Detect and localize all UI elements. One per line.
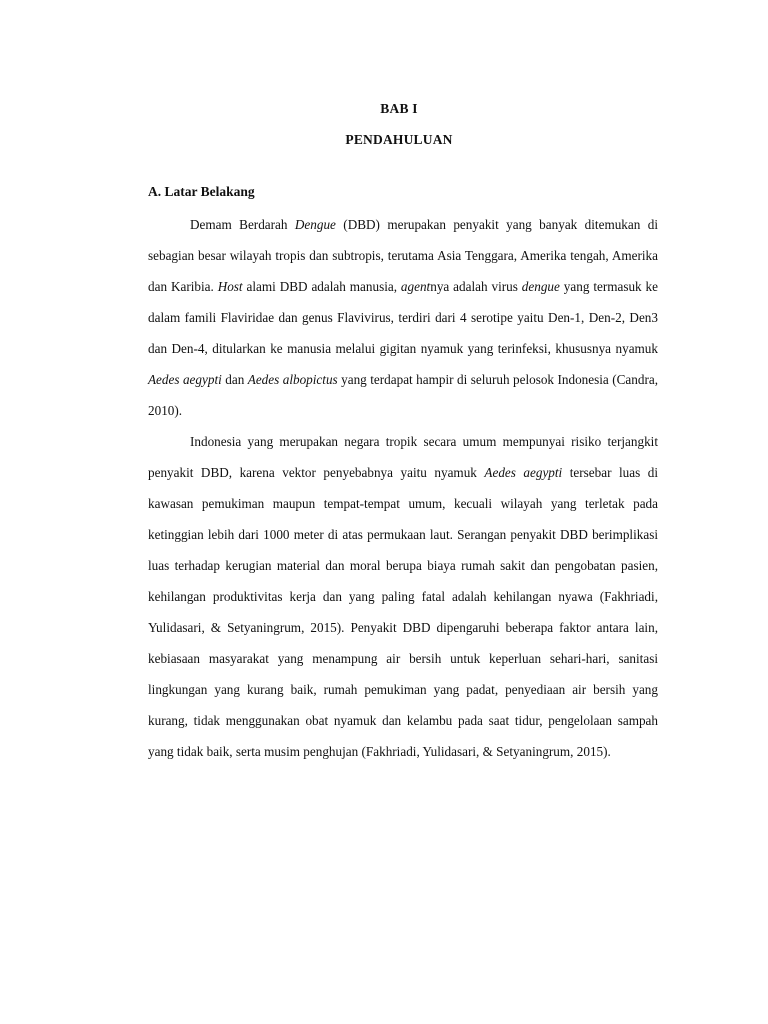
italic-term: agent: [400, 279, 431, 294]
chapter-number: BAB I: [380, 101, 418, 116]
text-run: tersebar luas di kawasan pemukiman maupun tempat-tempat umum, kecuali wilayah yang terletak pada ketinggian lebih dari 1000 meter di atas permukaan laut. Serangan penyakit DBD berimplikasi luas terhadap kerugian material dan moral berupa biaya rumah sakit dan pengobatan pasien, kehilangan produktivitas kerja dan yang paling fatal adalah kehilangan nyawa (Fakhriadi, Yulidasari, & Setyaningrum, 2015). Penyakit DBD dipengaruhi beberapa faktor antara lain, kebiasaan masyarakat yang menampung air bersih untuk keperluan sehari-hari, sanitasi lingkungan yang kurang baik, rumah pemukiman yang padat, penyediaan air bersih yang kurang, tidak menggunakan obat nyamuk dan kelambu pada saat tidur, pengelolaan sampah yang tidak baik, serta musim penghujan (Fakhriadi, Yulidasari, & Setyaningrum, 2015).: [148, 465, 659, 759]
text-run: nya adalah virus: [430, 279, 522, 294]
italic-term: Aedes albopictus: [247, 372, 338, 387]
text-run: (DBD) merupakan penyakit yang banyak ditemukan di sebagian besar wilayah tropis dan subtropis, terutama Asia Tenggara, Amerika tengah, Amerika dan Karibia.: [148, 217, 658, 294]
text-run: yang terdapat hampir di seluruh pelosok Indonesia (Candra, 2010).: [148, 372, 658, 418]
paragraph: [148, 426, 658, 767]
italic-term: dengue: [521, 279, 560, 294]
chapter-title: PENDAHULUAN: [345, 132, 453, 147]
italic-term: Aedes aegypti: [148, 372, 222, 387]
text-run: alami DBD adalah manusia,: [242, 279, 401, 294]
body-text: [148, 209, 658, 767]
text-run: dan: [221, 372, 248, 387]
paragraph: [148, 209, 658, 426]
section-heading: A. Latar Belakang: [148, 184, 255, 199]
text-run: Indonesia yang merupakan negara tropik secara umum mempunyai risiko terjangkit penyakit DBD, karena vektor penyebabnya yaitu nyamuk: [148, 434, 658, 480]
text-run: Demam Berdarah: [190, 217, 295, 232]
italic-term: Host: [217, 279, 243, 294]
italic-term: Dengue: [294, 217, 336, 232]
text-run: yang termasuk ke dalam famili Flaviridae dan genus Flavivirus, terdiri dari 4 serotipe yaitu Den-1, Den-2, Den3 dan Den-4, ditularkan ke manusia melalui gigitan nyamuk yang terinfeksi, khususnya nyamuk: [148, 279, 659, 356]
italic-term: Aedes aegypti: [484, 465, 563, 480]
